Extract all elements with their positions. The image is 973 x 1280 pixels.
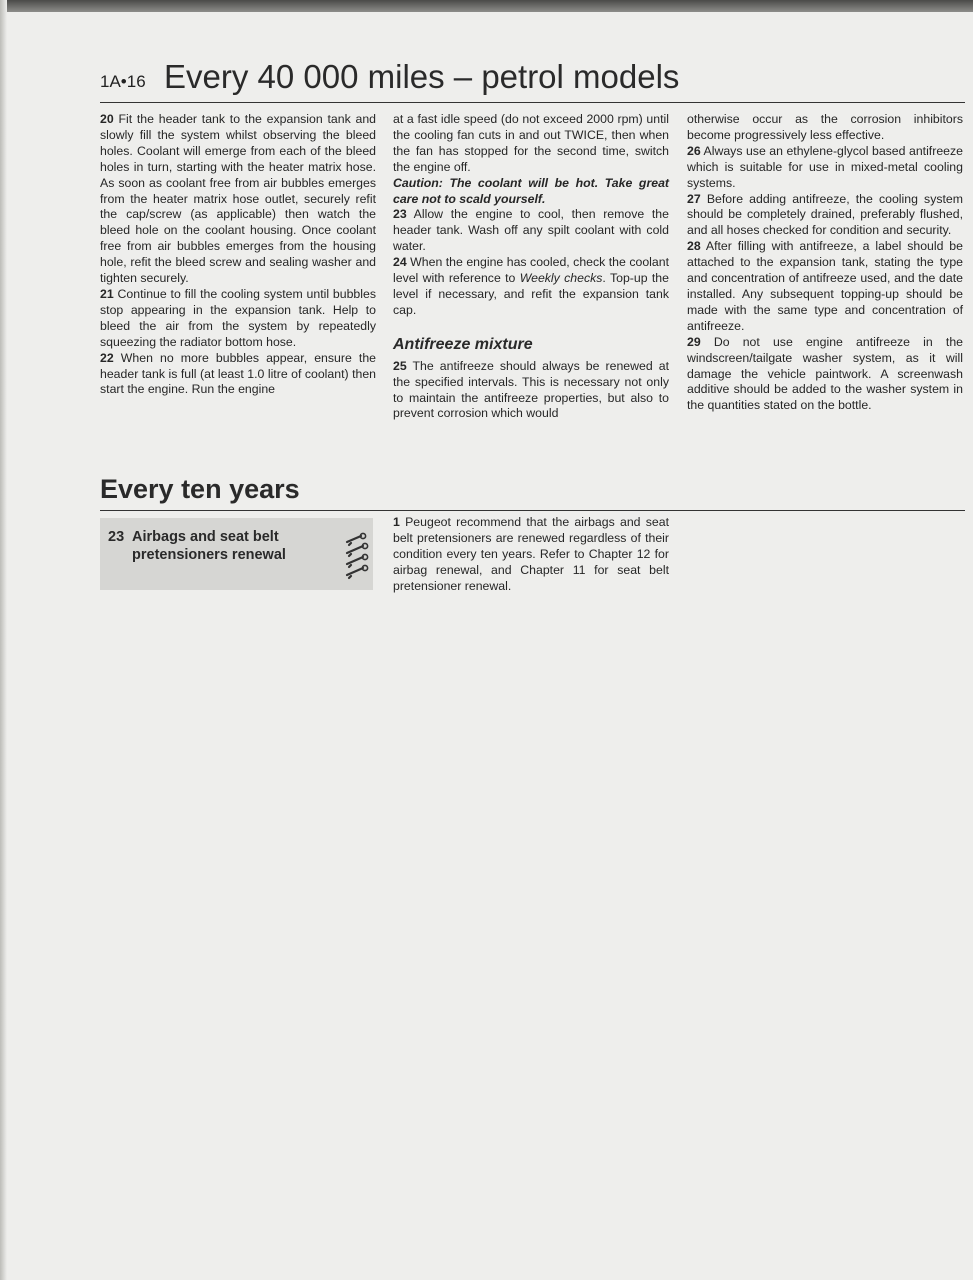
section-every-ten-years (100, 474, 965, 511)
column-1 (100, 112, 376, 398)
paragraph-22 (100, 351, 376, 399)
step-text: The antifreeze should always be renewed at the specified intervals. This is necessary not only to maintain the antifreeze properties, but also to prevent corrosion which would (393, 358, 669, 421)
paragraph-26 (687, 144, 963, 192)
step-text: Always use an ethylene-glycol based antifreeze which is suitable for use in mixed-metal cooling systems. (687, 143, 963, 190)
step-number: 23 (393, 207, 407, 222)
section-title: Every ten years (100, 474, 300, 504)
task-heading-box (100, 518, 373, 590)
step-number: 28 (687, 239, 701, 254)
task-title-line-2: pretensioners renewal (132, 547, 286, 563)
paragraph-25-continued: otherwise occur as the corrosion inhibitors become progressively less effective. (687, 112, 963, 142)
step-number: 22 (100, 350, 114, 365)
page-title: Every 40 000 miles – petrol models (164, 58, 680, 95)
paragraph-22-continued: at a fast idle speed (do not exceed 2000 rpm) until the cooling fan cuts in and out TWICE, then when the fan has stopped for the second time, switch the engine off. (393, 112, 669, 174)
step-text: When the engine has cooled, check the coolant level with reference to (393, 255, 669, 286)
page-header (100, 58, 965, 103)
step-text: After filling with antifreeze, a label should be attached to the expansion tank, stating the type and concentration of antifreeze used, and the date installed. Any subsequent topping-up should be made with the same type and concentration of antifreeze. (687, 239, 963, 333)
caution-note: Caution: The coolant will be hot. Take great care not to scald yourself. (393, 175, 669, 206)
step-text: When no more bubbles appear, ensure the header tank is full (at least 1.0 litre of coolant) then start the engine. Run the engine (100, 350, 376, 397)
step-text: Before adding antifreeze, the cooling system should be completely drained, preferably flushed, and all hoses checked for condition and security. (687, 191, 963, 238)
step-number: 20 (100, 112, 114, 126)
task-title-line-1: Airbags and seat belt (132, 529, 279, 545)
scan-top-edge (0, 0, 973, 12)
task-number: 23 (108, 529, 125, 545)
step-number: 29 (687, 334, 701, 349)
paragraph-28 (687, 239, 963, 334)
scan-left-edge (0, 0, 7, 1280)
step-number: 21 (100, 286, 114, 301)
spanner-difficulty-icon (343, 532, 369, 580)
step-text: Peugeot recommend that the airbags and seat belt pretensioners are renewed regardless of their condition every ten years. Refer to Chapter 12 for airbag renewal, and Chapter 11 for seat belt pretensioner renewal. (393, 515, 669, 593)
paragraph-21 (100, 287, 376, 351)
step-text: Do not use engine antifreeze in the windscreen/tailgate washer system, as it will damage the vehicle paintwork. A screenwash additive should be added to the washer system in the quantities stated on the bottle. (687, 334, 963, 413)
step-text: Allow the engine to cool, then remove the header tank. Wash off any spilt coolant with cold water. (393, 207, 669, 254)
step-number: 25 (393, 358, 407, 373)
step-number: 26 (687, 143, 701, 158)
subheading-antifreeze: Antifreeze mixture (393, 335, 533, 353)
paragraph-1 (393, 515, 669, 595)
paragraph-24 (393, 255, 669, 319)
step-number: 27 (687, 191, 701, 206)
paragraph-23 (393, 207, 669, 255)
step-text: Continue to fill the cooling system until bubbles stop appearing in the expansion tank. Help to bleed the air from the system by repeatedly squeezing the radiator bottom hose. (100, 286, 376, 349)
paragraph-25 (393, 359, 669, 423)
step-number: 1 (393, 515, 400, 529)
ten-years-text (393, 515, 669, 595)
paragraph-20 (100, 112, 376, 287)
paragraph-29 (687, 335, 963, 415)
paragraph-27 (687, 192, 963, 240)
page-number: 1A•16 (100, 72, 146, 91)
step-number: 24 (393, 255, 407, 270)
cross-reference: Weekly checks (519, 271, 603, 286)
step-text: . Top-up the level if necessary, and refit the expansion tank cap. (393, 271, 669, 317)
column-2 (393, 112, 669, 422)
task-title (108, 528, 340, 564)
column-3 (687, 112, 963, 414)
step-text: Fit the header tank to the expansion tank and slowly fill the system whilst observing the bleed holes. Coolant will emerge from each of the bleed holes in turn, starting with the heater matrix hose. As soon as coolant free from air bubbles emerges from the heater matrix hose outlet, securely refit the cap/screw (as applicable) then watch the bleed hole on the coolant housing. Once coolant free from air bubbles emerges from the housing hole, refit the bleed screw and sealing washer and tighten securely. (100, 112, 376, 286)
